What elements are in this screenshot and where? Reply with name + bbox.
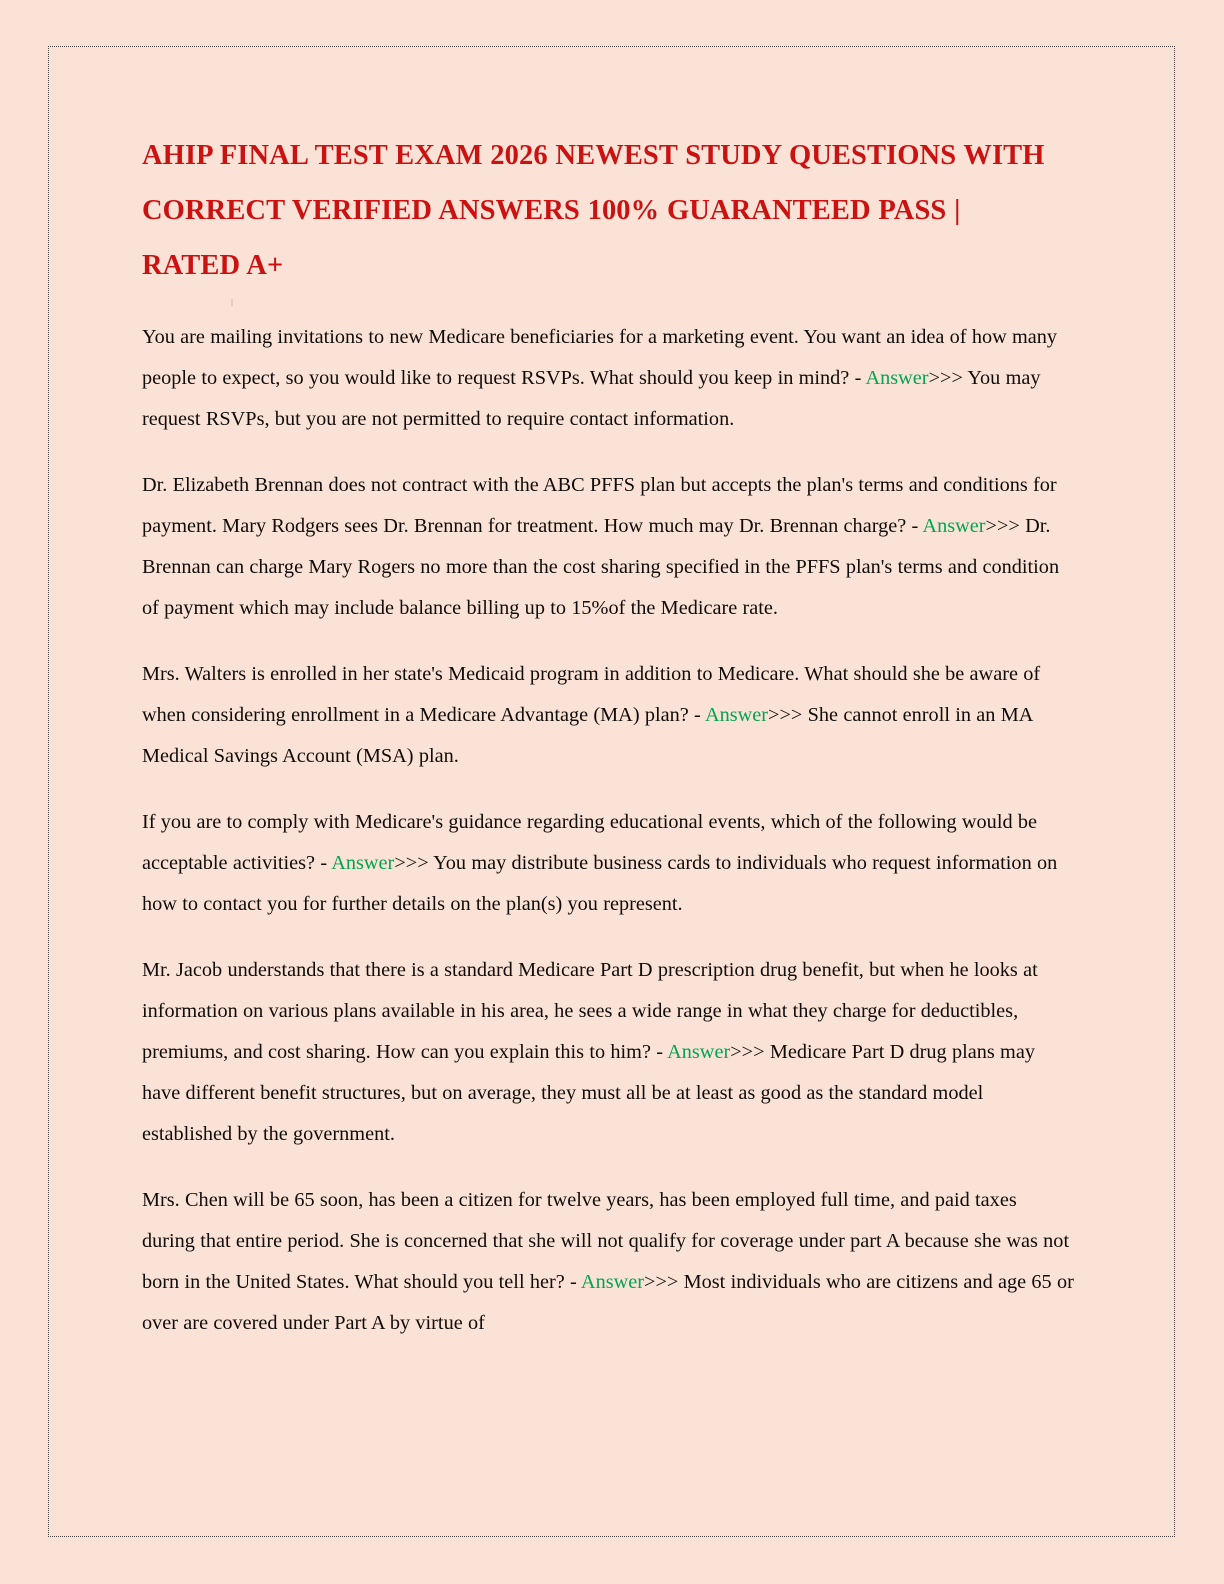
answer-arrows: >>> xyxy=(768,704,803,726)
answer-arrows: >>> xyxy=(394,852,429,874)
qa-paragraph xyxy=(142,802,1074,925)
answer-text: Dr. Brennan can charge Mary Rogers no more than the cost sharing specified in the PFFS plan's terms and condition of payment which may include balance billing up to 15%of the Medicare rate. xyxy=(142,515,1060,619)
qa-paragraph xyxy=(142,950,1074,1155)
answer-arrows: >>> xyxy=(928,367,963,389)
qa-paragraph xyxy=(142,654,1074,777)
stray-speck xyxy=(231,299,233,306)
question-text: You are mailing invitations to new Medicare beneficiaries for a marketing event. You want an idea of how many people to expect, so you would like to request RSVPs. What should you keep in mind? - xyxy=(142,326,1058,389)
question-text: If you are to comply with Medicare's guidance regarding educational events, which of the following would be acceptable activities? - xyxy=(142,811,1038,874)
document-content xyxy=(142,128,1074,1344)
answer-text: You may distribute business cards to individuals who request information on how to contact you for further details on the plan(s) you represent. xyxy=(142,852,1058,915)
answer-keyword: Answer xyxy=(331,852,395,874)
qa-paragraph xyxy=(142,1180,1074,1344)
page-title: AHIP FINAL TEST EXAM 2026 NEWEST STUDY QUESTIONS WITH CORRECT VERIFIED ANSWERS 100% GUARANTEED PASS | RATED A+ xyxy=(142,140,1045,281)
answer-keyword: Answer xyxy=(667,1041,731,1063)
question-text: Mrs. Chen will be 65 soon, has been a citizen for twelve years, has been employed full time, and paid taxes during that entire period. She is concerned that she will not qualify for coverage under part A because she was not born in the United States. What should you tell her? - xyxy=(142,1189,1070,1293)
question-text: Mrs. Walters is enrolled in her state's Medicaid program in addition to Medicare. What should she be aware of when considering enrollment in a Medicare Advantage (MA) plan? - xyxy=(142,663,1041,726)
answer-arrows: >>> xyxy=(985,515,1020,537)
answer-keyword: Answer xyxy=(922,515,986,537)
answer-text: She cannot enroll in an MA Medical Savings Account (MSA) plan. xyxy=(142,704,1033,767)
question-text: Dr. Elizabeth Brennan does not contract with the ABC PFFS plan but accepts the plan's terms and conditions for payment. Mary Rodgers sees Dr. Brennan for treatment. How much may Dr. Brennan charge? - xyxy=(142,474,1057,537)
answer-keyword: Answer xyxy=(865,367,929,389)
qa-paragraph-list xyxy=(142,317,1074,1344)
question-text: Mr. Jacob understands that there is a standard Medicare Part D prescription drug benefit, but when he looks at information on various plans available in his area, he sees a wide range in what they charge for deductibles, premiums, and cost sharing. How can you explain this to him? - xyxy=(142,959,1038,1063)
answer-text: Most individuals who are citizens and age 65 or over are covered under Part A by virtue of xyxy=(142,1271,1074,1334)
answer-arrows: >>> xyxy=(730,1041,765,1063)
answer-text: Medicare Part D drug plans may have different benefit structures, but on average, they must all be at least as good as the standard model established by the government. xyxy=(142,1041,1035,1145)
qa-paragraph xyxy=(142,465,1074,629)
answer-keyword: Answer xyxy=(704,704,769,726)
qa-paragraph xyxy=(142,317,1074,440)
answer-arrows: >>> xyxy=(644,1271,679,1293)
answer-keyword: Answer xyxy=(580,1271,645,1293)
answer-text: You may request RSVPs, but you are not permitted to require contact information. xyxy=(142,367,1041,430)
